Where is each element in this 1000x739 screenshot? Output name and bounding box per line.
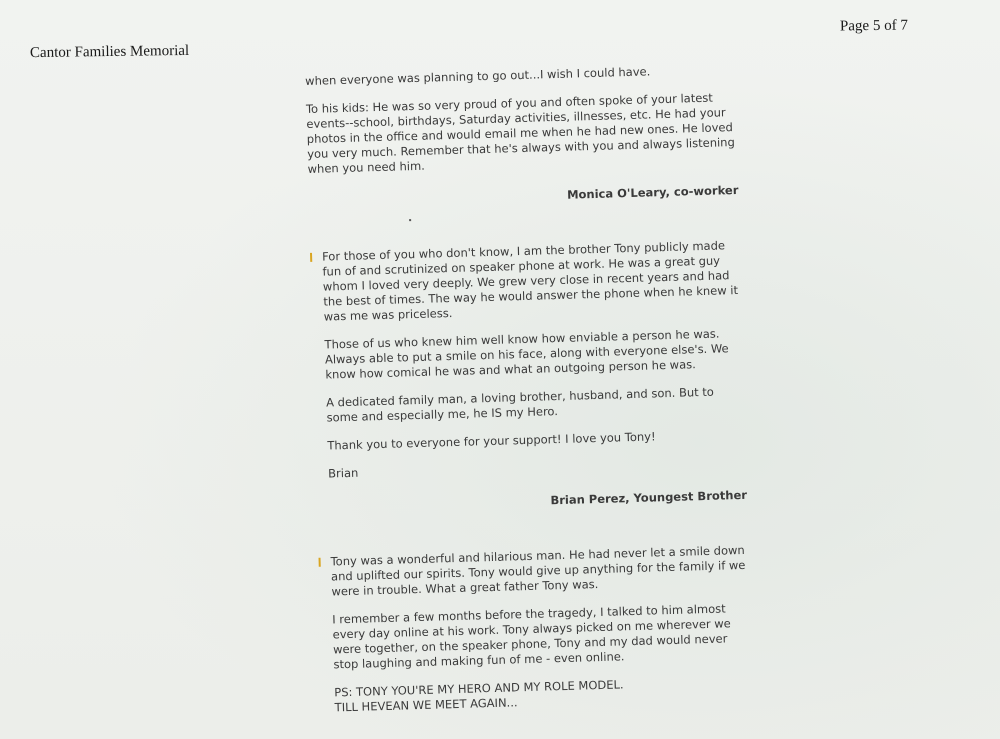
entry-paragraph: Those of us who knew him well know how enviable a person he was. Always able to put a smile on his face, along with everyone else's. We know how comical he was and what an outgoing person he was. [324,326,729,382]
memorial-content [305,62,753,729]
entry-marker-icon [310,253,312,262]
entry-paragraph: when everyone was planning to go out...I wish I could have. [305,64,651,88]
entry-paragraph: PS: TONY YOU'RE MY HERO AND MY ROLE MODEL. [334,677,624,700]
entry-paragraph: I remember a few months before the tragedy, I talked to him almost every day online at his work. Tony always picked on me wherever we were together, on the speaker phone, Tony and my dad would never stop laughing and making fun of me - even online. [332,601,731,672]
stray-mark [409,219,411,221]
entry-marker-icon [319,558,321,567]
entry-paragraph: For those of you who don't know, I am the brother Tony publicly made fun of and scrutinized on speaker phone at work. He was a great guy whom I loved very deeply. We grew very close in recent years and had the best of times. The way he would answer the phone when he knew it was me was priceless. [321,238,739,324]
entry-signature: Brian Perez, Youngest Brother [550,487,748,508]
memorial-entry [318,543,752,716]
page-number: Page 5 of 7 [839,17,909,35]
entry-paragraph: Tony was a wonderful and hilarious man. He had never let a smile down and uplifted our spirits. Tony would give up anything for the family if we were in trouble. What a great father Tony was. [330,542,746,599]
document-title: Cantor Families Memorial [29,42,190,62]
continued-entry [305,62,739,210]
entry-paragraph: Thank you to everyone for your support! I love you Tony! [327,429,656,453]
entry-paragraph: TILL HEVEAN WE MEET AGAIN... [334,695,518,715]
entry-paragraph: To his kids: He was so very proud of you and often spoke of your latest events--school, birthdays, Saturday activities, illnesses, etc. He had your photos in the office and would email me when he had new ones. He loved you very much. Remember that he's always with you and always listening when you need him. [305,90,735,176]
entry-signature: Monica O'Leary, co-worker [566,182,739,202]
memorial-entry [310,238,747,515]
entry-paragraph: A dedicated family man, a loving brother, husband, and son. But to some and especially me, he IS my Hero. [325,384,715,425]
entry-paragraph: Brian [327,465,359,481]
